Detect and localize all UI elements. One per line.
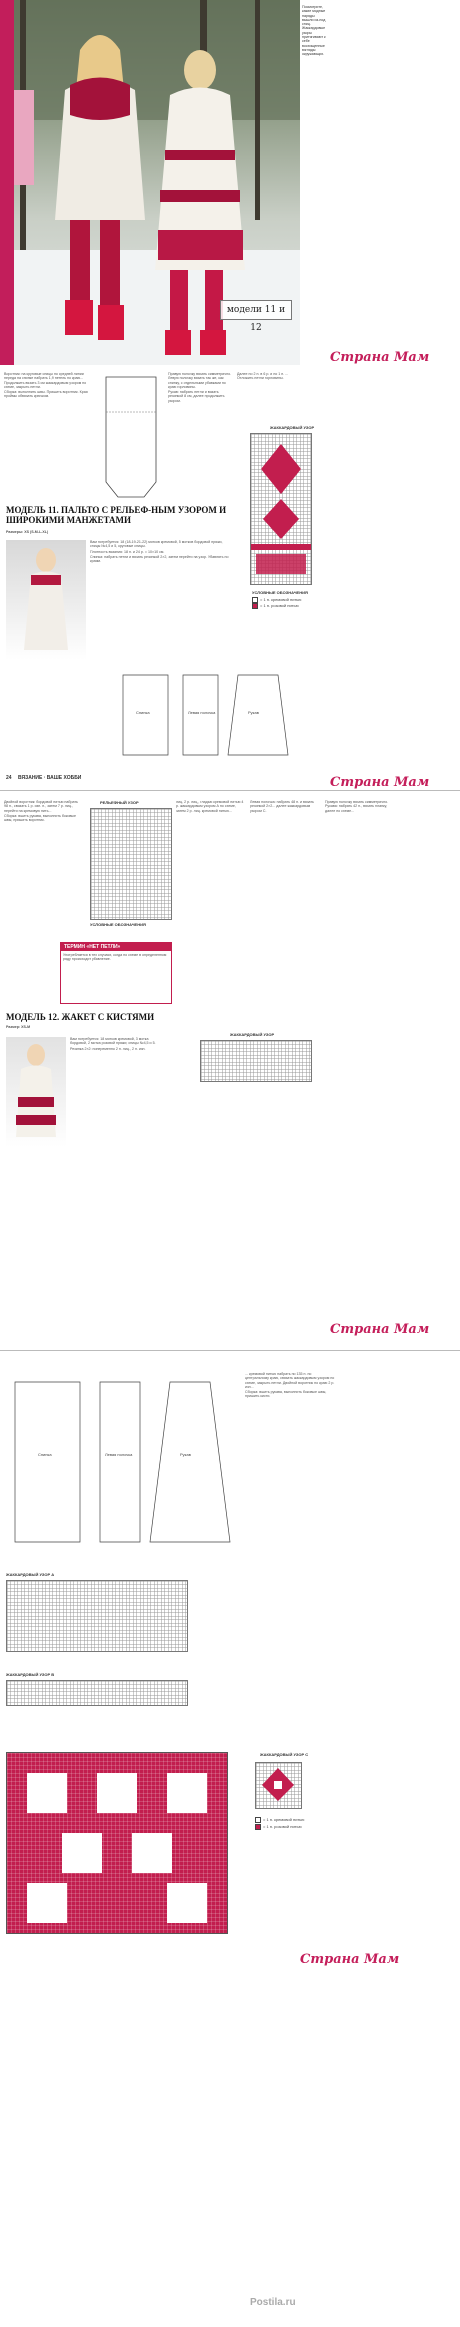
model-11-title: МОДЕЛЬ 11. ПАЛЬТО С РЕЛЬЕФ-НЫМ УЗОРОМ И ШИРОКИМИ МАНЖЕТАМИ (6, 505, 227, 525)
page-separator-2 (0, 1350, 460, 1351)
jacquard-c-small-chart (255, 1762, 302, 1809)
schema-label-back: Спинка (136, 710, 150, 715)
relief-title: РЕЛЬЕФНЫЙ УЗОР (100, 800, 139, 805)
model-12-photo (6, 1037, 66, 1147)
site-url: Postila.ru (250, 2297, 296, 2308)
back-schema (96, 372, 166, 502)
relief-chart (90, 808, 172, 920)
instructions-column-4: Вам потребуется: 18 (18-19-21-22) мотков кремовой, 5 мотков бордовой пряжи, спицы №4,5 и 5, круговые спицы. Плотность вязания: 18 п. и 24 р. = 10×10 см. Спинка: набрать петли и вязать резинкой 2×2, затем перейти на узор. Убавлять по краям. (90, 540, 229, 564)
watermark-3: Страна Мам (330, 1322, 430, 1337)
schema-label-sleeve: Рукав (248, 710, 259, 715)
jacquard-a-title: ЖАККАРДОВЫЙ УЗОР А (6, 1572, 55, 1577)
term-title-band: ТЕРМИН «НЕТ ПЕТЛИ» (61, 943, 171, 951)
instructions-column-3: Далее по 2 п. в 6 р. и по 1 п. ... Отложить петли горловины. (237, 372, 289, 381)
p2-jacquard-chart (200, 1040, 312, 1082)
p3-legend-pink: = 1 п. розовой нитью (255, 1824, 302, 1830)
p2-column-4: Правую полочку вязать симметрично. Рукава: набрать 42 п., вязать планку, далее по схеме... (325, 800, 389, 813)
p3-legend-cream: = 1 п. кремовой нитью (255, 1817, 304, 1823)
jacquard-a-chart (6, 1580, 188, 1652)
p3-label-sleeve: Рукав (180, 1452, 191, 1457)
magazine-page-2 (0, 792, 460, 1350)
watermark-2: Страна Мам (330, 775, 430, 790)
jacquard-b-title: ЖАККАРДОВЫЙ УЗОР В (6, 1672, 55, 1677)
schema-label-front: Левая полочка (188, 710, 216, 715)
p2-column-5: Вам потребуется: 18 мотков кремовой, 3 мотка бордовой, 2 мотка розовой пряжи; спицы №4,5 и 5. Резинка 2×2: попеременно 2 п. лиц., 2 п. изн. (70, 1037, 156, 1051)
p3-label-back: Спинка (38, 1452, 52, 1457)
model-11-sizes: Размеры: XS (S-M-L-XL) (6, 530, 49, 534)
legend-title-1: УСЛОВНЫЕ ОБОЗНАЧЕНИЯ (252, 590, 308, 595)
model-12-title: МОДЕЛЬ 12. ЖАКЕТ С КИСТЯМИ (6, 1012, 155, 1022)
magazine-name: ВЯЗАНИЕ · ВАШЕ ХОББИ (18, 775, 82, 781)
p2-column-2: лиц. 2 р. лиц., гладью кремовой нитью 4 р. жаккардовым узором А по схеме, затем 2 р. лиц. кремовой нитью... (176, 800, 244, 813)
jacquard-c-title: ЖАККАРДОВЫЙ УЗОР С (260, 1752, 309, 1757)
jacquard-title-1: ЖАККАРДОВЫЙ УЗОР (270, 425, 315, 430)
watermark-1: Страна Мам (330, 350, 430, 365)
page-number: 24 (6, 775, 12, 781)
instructions-column-1: Воротник: на круговые спицы по средней линии переда на спинке набрать 1,9 петель по краю... Продолжить вязать 3 см жаккардовым узором по схеме, закрыть петли. Сборка: выполнить швы. Пришить воротник. Края проймы обвязать крючком. (4, 372, 88, 399)
top-right-corner-mark (330, 0, 460, 365)
p2-legend-title: УСЛОВНЫЕ ОБОЗНАЧЕНИЯ (90, 922, 146, 927)
watermark-4: Страна Мам (300, 1952, 400, 1967)
schema-row (118, 660, 298, 765)
vertical-intro-strip: Посмотрите, какие модные наряды вышли из-под спиц. Жаккардовые узоры притягивают к себе восхищенные взгляды окружающих. (300, 0, 330, 365)
magazine-page-3 (0, 1352, 460, 2327)
p3-label-front: Левая полочка (105, 1452, 133, 1457)
p3-column-1: ... кремовой нитью набрать по 135 п. по центральному краю, связать жаккардовым узором по схеме, закрыть петли. Двойной воротник по краю 2 р. изн... Сборка: вшить рукава, выполнить боковые швы, пришить кисти. (245, 1372, 335, 1399)
p2-column-3: Левая полочка: набрать 48 п. и вязать резинкой 2×2... далее жаккардовым узором С. (250, 800, 314, 813)
model-11-photo (6, 540, 86, 660)
p2-jacquard-title: ЖАККАРДОВЫЙ УЗОР (230, 1032, 275, 1037)
legend-item-pink: = 1 п. розовой нитью (252, 603, 299, 609)
jacquard-c-big-chart (6, 1752, 228, 1934)
jacquard-chart-1 (250, 433, 312, 585)
p2-column-1: Двойной воротник: бордовой нитью набрать 98 п., связать 1 р. изн. п., затем 7 р. лиц., перейти на кремовую нить... Сборка: вшить рукава, выполнить боковые швы, пришить воротник. (4, 800, 78, 823)
page-separator-1 (0, 790, 460, 791)
models-photo (0, 0, 300, 365)
magazine-page-1 (0, 0, 460, 790)
legend-item-cream: = 1 п. кремовой нитью (252, 597, 301, 603)
instructions-column-2: Правую полочку вязать симметрично. Левую полочку вязать так же, как спинку, с отдельными убавками по краю горловины. Рукав: набрать петли и вязать резинкой 8 см, далее продолжить узором. (168, 372, 232, 403)
model-12-sizes: Размер: XS-M (6, 1025, 31, 1029)
photo-caption-band: модели 11 и 12 (220, 300, 292, 320)
p3-schema-row (10, 1372, 240, 1562)
jacquard-b-chart (6, 1680, 188, 1706)
term-box: ТЕРМИН «НЕТ ПЕТЛИ» Употребляется в тех случаях, когда по схеме в определенном ряду происходит убавление. (60, 942, 172, 1004)
